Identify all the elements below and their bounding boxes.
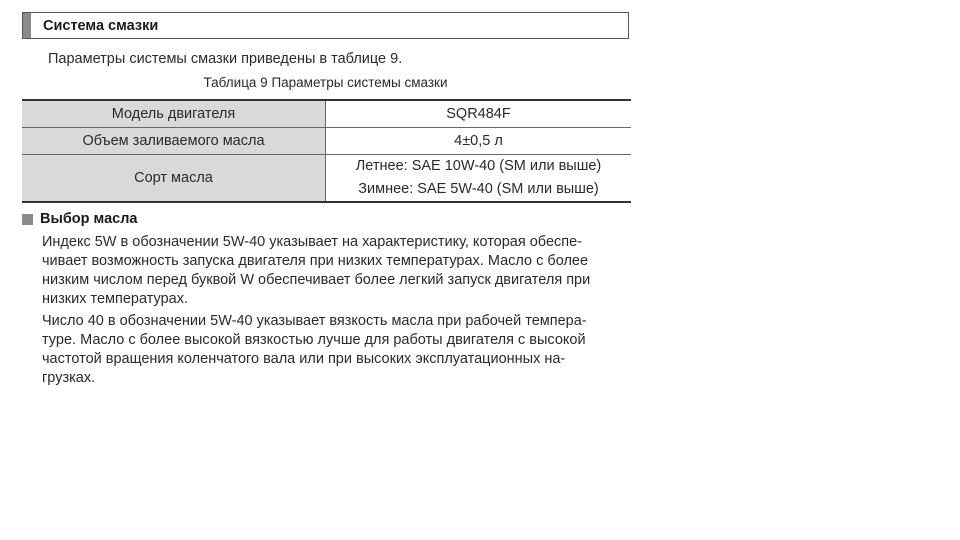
- oil-grade-winter: Зимнее: SAE 5W-40 (SM или выше): [358, 181, 599, 197]
- paragraph-viscosity-index: [42, 233, 632, 309]
- paragraph-line: Индекс 5W в обозначении 5W-40 указывает на характеристику, которая обеспе-: [42, 234, 583, 250]
- paragraph-line: частотой вращения коленчатого вала или при высоких эксплуатационных на-: [42, 351, 566, 367]
- square-bullet-icon: [22, 214, 33, 225]
- subsection-header: [22, 211, 138, 227]
- paragraph-line: Число 40 в обозначении 5W-40 указывает вязкость масла при рабочей темпера-: [42, 313, 587, 329]
- table-cell-value: 4±0,5 л: [326, 128, 632, 155]
- paragraph-line: чивает возможность запуска двигателя при низких температурах. Масло с более: [42, 253, 589, 269]
- table-cell-label: Объем заливаемого масла: [22, 128, 326, 155]
- intro-text: Параметры системы смазки приведены в таблице 9.: [48, 51, 403, 67]
- paragraph-line: туре. Масло с более высокой вязкостью лучше для работы двигателя с высокой: [42, 332, 586, 348]
- subsection-title: Выбор масла: [40, 211, 138, 227]
- table-row: [22, 155, 631, 203]
- paragraph-line: грузках.: [42, 370, 96, 386]
- section-header-bar: [23, 13, 31, 38]
- table-cell-label: Модель двигателя: [22, 100, 326, 128]
- oil-grade-summer: Летнее: SAE 10W-40 (SM или выше): [355, 158, 602, 174]
- paragraph-line: низким числом перед буквой W обеспечивает более легкий запуск двигателя при: [42, 272, 591, 288]
- paragraph-viscosity-number: [42, 312, 632, 388]
- section-title: Система смазки: [43, 18, 159, 34]
- parameters-table: [22, 99, 631, 203]
- table-caption: Таблица 9 Параметры системы смазки: [203, 75, 448, 90]
- paragraph-line: низких температурах.: [42, 291, 189, 307]
- section-header: [22, 12, 629, 39]
- table-row: [22, 100, 631, 128]
- table-cell-label: Сорт масла: [22, 155, 326, 203]
- table-cell-value: SQR484F: [326, 100, 632, 128]
- table-row: [22, 128, 631, 155]
- table-cell-value: [326, 155, 632, 203]
